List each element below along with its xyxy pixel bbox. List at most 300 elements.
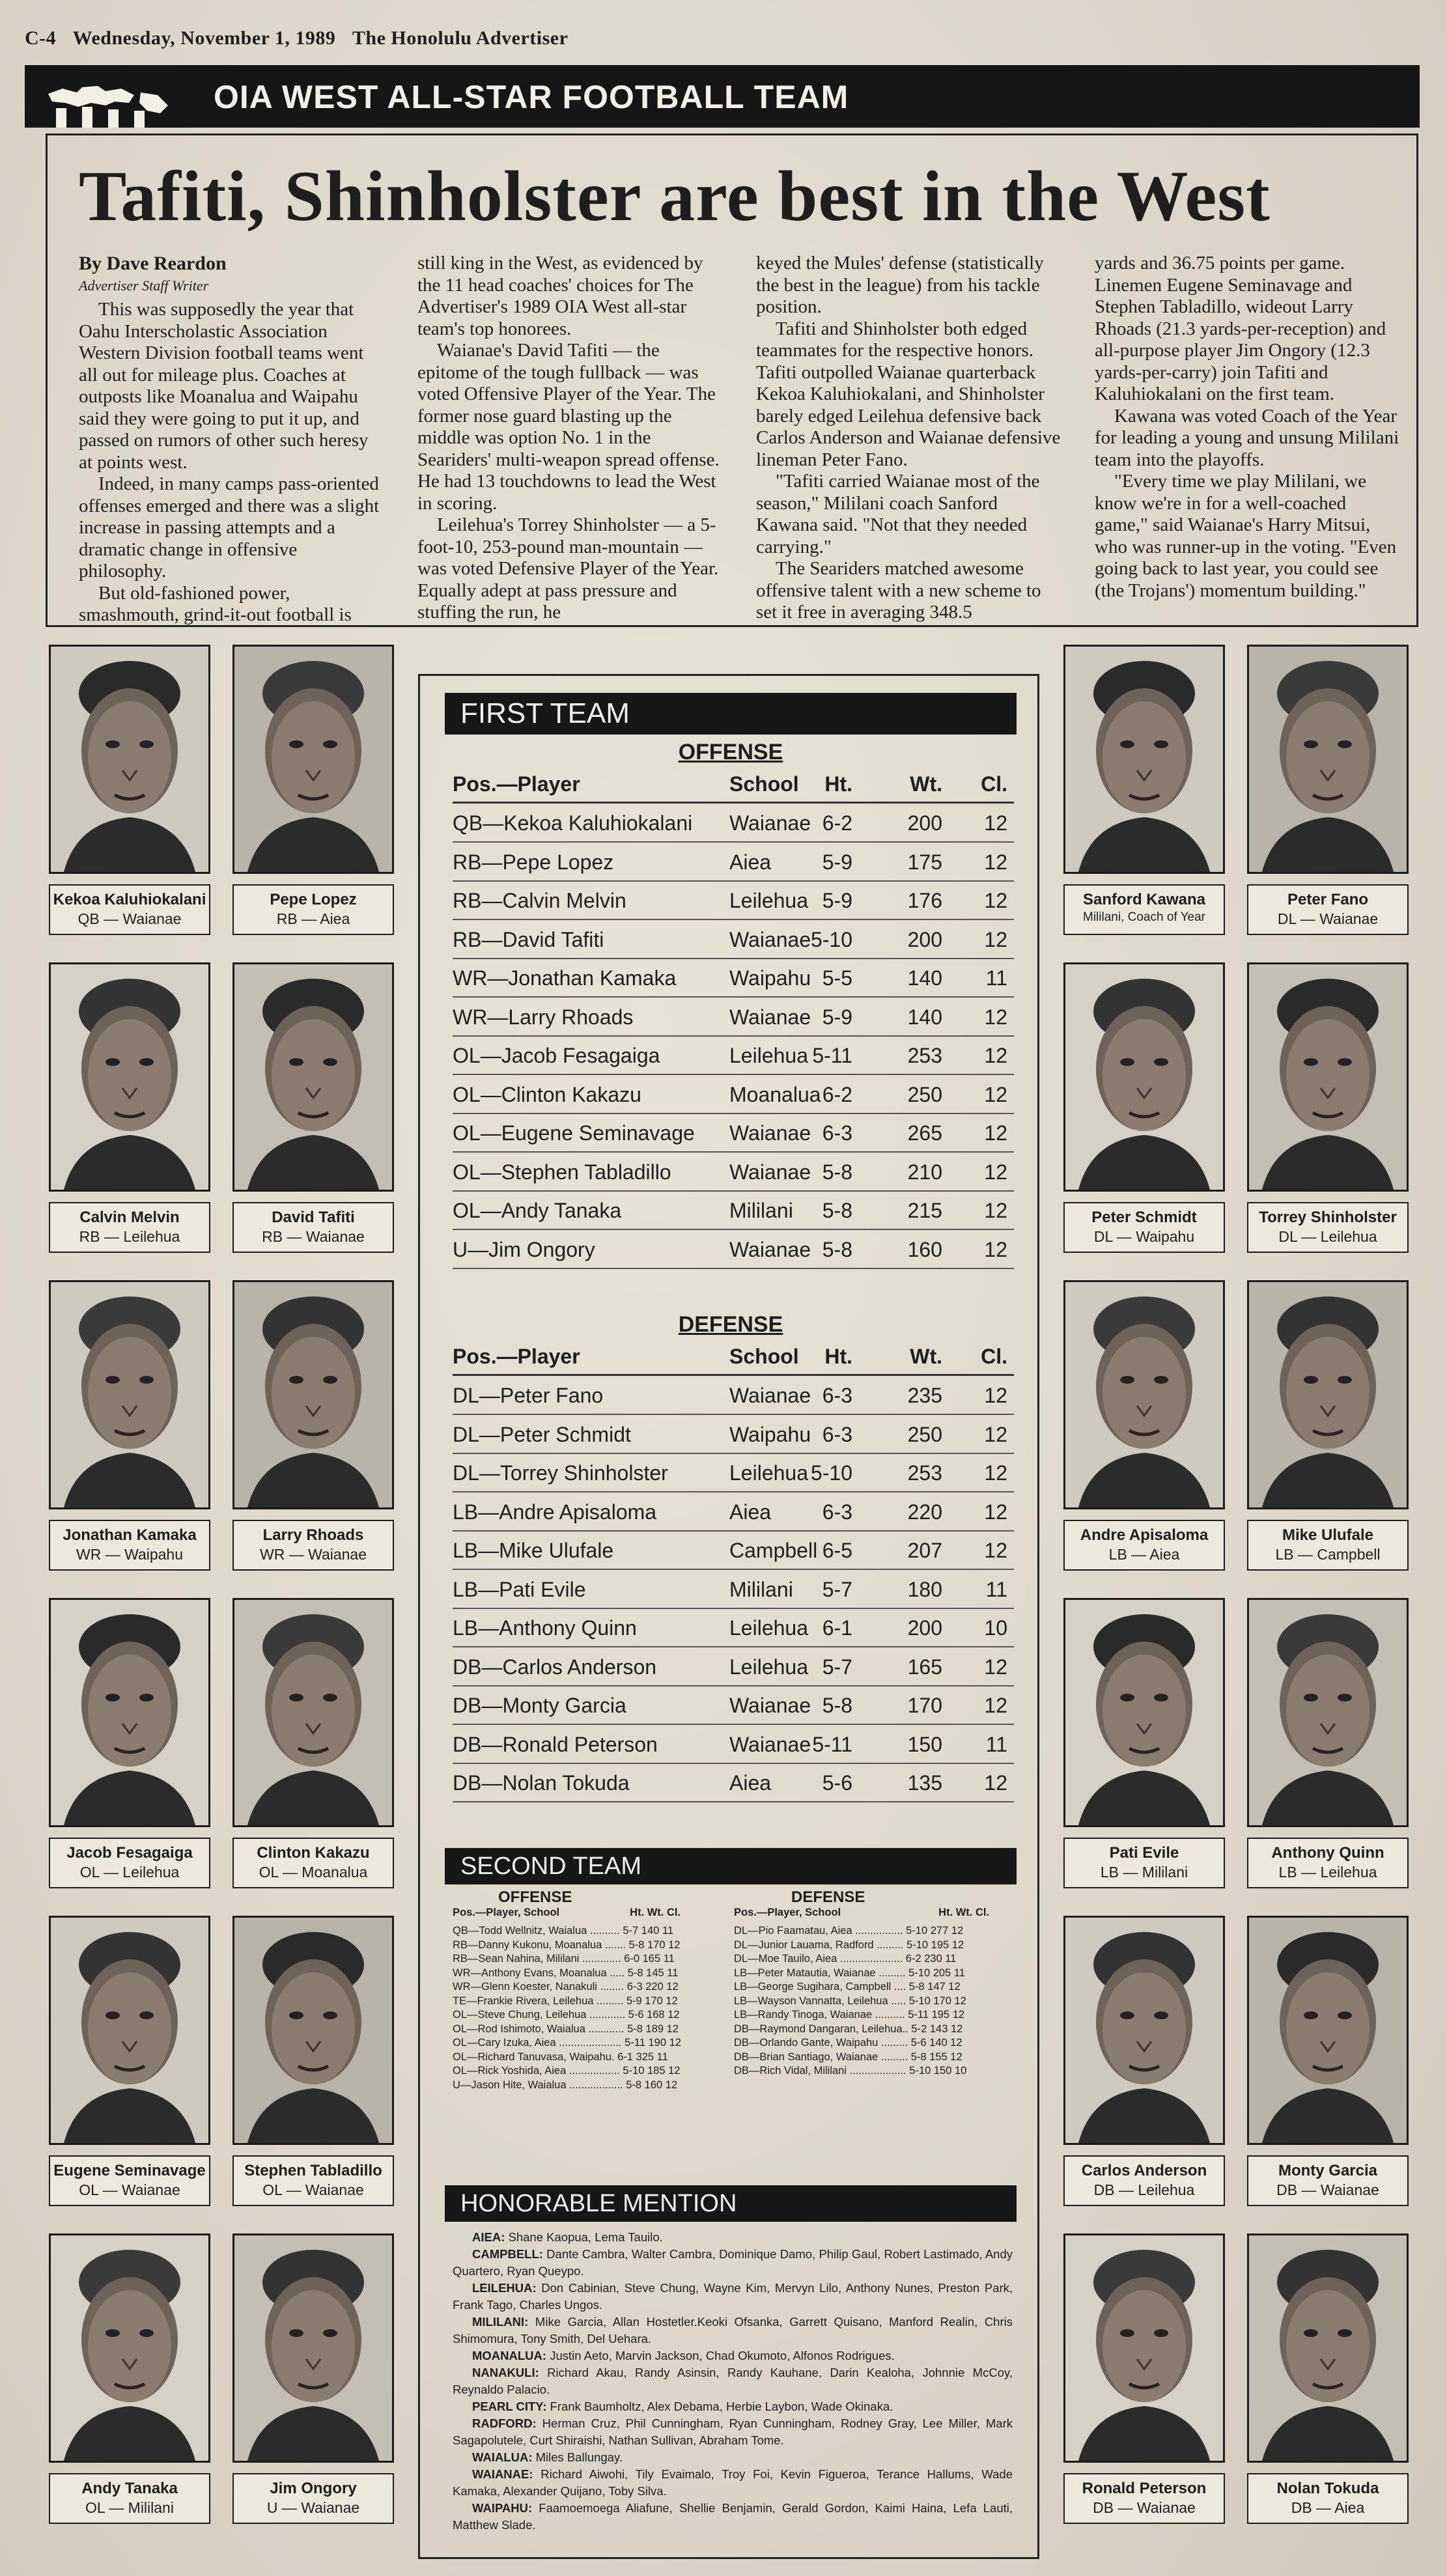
photo-caption bbox=[1247, 2473, 1409, 2524]
cell-player: LB—Anthony Quinn bbox=[453, 1616, 637, 1640]
list-item: OL—Richard Tanuvasa, Waipahu. 6-1 325 11 bbox=[453, 2051, 668, 2063]
table-row bbox=[453, 1076, 1014, 1114]
list-item: DL—Junior Lauama, Radford ......... 5-10 195 12 bbox=[734, 1939, 964, 1951]
caption-name: Jim Ongory bbox=[270, 2480, 357, 2497]
photo-caption bbox=[1063, 1520, 1225, 1571]
caption-position: OL — Waianae bbox=[262, 2181, 364, 2198]
article-column-1 bbox=[79, 253, 385, 626]
photo-caption bbox=[1063, 884, 1225, 935]
portrait-image bbox=[1249, 647, 1407, 872]
table-row bbox=[453, 1115, 1014, 1153]
caption-name: Anthony Quinn bbox=[1271, 1844, 1384, 1862]
cell-weight: 215 bbox=[907, 1199, 942, 1222]
player-names: Richard Aiwohi, Tily Evaimalo, Troy Foi, Kevin Figueroa, Terance Hallums, Wade Kamaka, Alexander Quijano, Toby Silva. bbox=[453, 2467, 1013, 2498]
player-photo bbox=[1063, 1280, 1225, 1509]
article-column-4 bbox=[1095, 253, 1401, 602]
portrait-image bbox=[51, 1600, 208, 1825]
table-row bbox=[453, 921, 1014, 959]
honorable-entry bbox=[453, 2364, 1013, 2398]
roster-box bbox=[418, 674, 1039, 2559]
player-photo bbox=[49, 962, 210, 1192]
caption-name: Clinton Kakazu bbox=[257, 1844, 370, 1862]
cell-player: RB—Pepe Lopez bbox=[453, 850, 614, 874]
portrait-image bbox=[1249, 2235, 1407, 2461]
player-photo bbox=[49, 1916, 210, 2145]
cell-class: 12 bbox=[984, 850, 1007, 874]
paper-name: The Honolulu Advertiser bbox=[352, 27, 569, 49]
cell-height: 5-7 bbox=[822, 1655, 852, 1679]
table-row bbox=[453, 1377, 1014, 1415]
cell-weight: 210 bbox=[907, 1160, 942, 1184]
caption-name: Carlos Anderson bbox=[1081, 2162, 1207, 2179]
cell-player: RB—David Tafiti bbox=[453, 927, 604, 951]
photo-caption bbox=[1247, 1838, 1409, 1888]
photo-caption bbox=[1247, 1202, 1409, 1253]
cell-school: Moanalua bbox=[729, 1082, 821, 1106]
portrait-image bbox=[1065, 1918, 1223, 2143]
list-item: LB—Wayson Vannatta, Leilehua ..... 5-10 170 12 bbox=[734, 1995, 966, 2007]
portrait-image bbox=[51, 1918, 208, 2143]
caption-position: LB — Mililani bbox=[1100, 1864, 1188, 1881]
table-row bbox=[453, 1532, 1014, 1570]
cell-height: 6-3 bbox=[822, 1500, 852, 1524]
player-names: Don Cabinian, Steve Chung, Wayne Kim, Mervyn Lilo, Anthony Nunes, Preston Park, Frank Tago, Charles Ungos. bbox=[453, 2281, 1013, 2312]
cell-height: 5-9 bbox=[822, 850, 852, 874]
paragraph: keyed the Mules' defense (statistically the best in the league) from his tackle position. bbox=[756, 253, 1044, 317]
caption-name: Kekoa Kaluhiokalani bbox=[53, 891, 206, 908]
list-item: LB—Peter Matautia, Waianae ......... 5-10 205 11 bbox=[734, 1967, 965, 1979]
caption-name: Pati Evile bbox=[1109, 1844, 1179, 1862]
table-row bbox=[453, 1037, 1014, 1075]
cell-weight: 250 bbox=[907, 1422, 942, 1446]
caption-position: QB — Waianae bbox=[77, 910, 182, 927]
table-row bbox=[453, 1154, 1014, 1192]
photo-caption bbox=[1247, 2155, 1409, 2206]
cell-height: 6-2 bbox=[822, 1082, 852, 1106]
cell-school: Waianae bbox=[729, 1384, 811, 1407]
table-row bbox=[453, 1649, 1014, 1687]
caption-name: Nolan Tokuda bbox=[1276, 2480, 1379, 2497]
player-photo bbox=[49, 645, 210, 874]
cell-class: 12 bbox=[984, 1044, 1007, 1067]
cell-class: 12 bbox=[984, 1199, 1007, 1222]
portrait-image bbox=[1065, 2235, 1223, 2461]
cell-weight: 160 bbox=[907, 1237, 942, 1261]
caption-name: Calvin Melvin bbox=[79, 1209, 180, 1226]
player-photo bbox=[1247, 645, 1409, 874]
hdr-player: Pos.—Player, School bbox=[734, 1907, 841, 1918]
cell-height: 5-10 bbox=[810, 927, 852, 951]
player-photo bbox=[1247, 1598, 1409, 1827]
second-team bbox=[453, 1888, 1013, 2188]
school-name: AIEA: bbox=[472, 2230, 505, 2244]
caption-position: RB — Leilehua bbox=[79, 1228, 180, 1245]
second-offense-header bbox=[453, 1907, 681, 1919]
portrait-image bbox=[1249, 1918, 1407, 2143]
headline: Tafiti, Shinholster are best in the West bbox=[79, 156, 1271, 236]
col-cl: Cl. bbox=[981, 1345, 1007, 1368]
article-body bbox=[79, 253, 1401, 625]
cell-height: 6-1 bbox=[822, 1616, 852, 1640]
cell-player: DB—Ronald Peterson bbox=[453, 1732, 658, 1756]
col-cl: Cl. bbox=[981, 772, 1007, 796]
col-wt: Wt. bbox=[910, 772, 942, 796]
cell-school: Leilehua bbox=[729, 889, 808, 912]
col-player: Pos.—Player bbox=[453, 772, 580, 796]
cell-school: Mililani bbox=[729, 1577, 793, 1601]
cell-class: 12 bbox=[984, 1082, 1007, 1106]
list-item: OL—Rod Ishimoto, Waialua ............ 5-8 189 12 bbox=[453, 2023, 679, 2035]
list-item: TE—Frankie Rivera, Leilehua ......... 5-9 170 12 bbox=[453, 1995, 678, 2007]
cell-school: Waianae bbox=[729, 927, 811, 951]
cell-class: 12 bbox=[984, 811, 1007, 835]
cell-weight: 200 bbox=[907, 927, 942, 951]
player-photo bbox=[1247, 962, 1409, 1192]
cell-weight: 140 bbox=[907, 966, 942, 990]
caption-name: Peter Schmidt bbox=[1091, 1209, 1197, 1226]
player-photo bbox=[1063, 2233, 1225, 2463]
cell-player: OL—Stephen Tabladillo bbox=[453, 1160, 671, 1184]
banner-title: OIA WEST ALL-STAR FOOTBALL TEAM bbox=[214, 79, 849, 115]
school-name: RADFORD: bbox=[472, 2416, 537, 2430]
caption-name: Jacob Fesagaiga bbox=[66, 1844, 193, 1862]
caption-position: OL — Moanalua bbox=[259, 1864, 368, 1881]
cell-player: LB—Mike Ulufale bbox=[453, 1539, 614, 1562]
caption-position: WR — Waianae bbox=[259, 1546, 367, 1563]
player-photo bbox=[232, 1916, 394, 2145]
caption-name: Jonathan Kamaka bbox=[63, 1526, 197, 1544]
cell-weight: 150 bbox=[907, 1732, 942, 1756]
cell-school: Leilehua bbox=[729, 1461, 808, 1485]
caption-position: DB — Aiea bbox=[1291, 2499, 1365, 2516]
cell-player: QB—Kekoa Kaluhiokalani bbox=[453, 811, 693, 835]
cell-height: 5-9 bbox=[822, 889, 852, 912]
portrait-image bbox=[1065, 964, 1223, 1190]
cell-weight: 170 bbox=[907, 1694, 942, 1717]
list-item: OL—Steve Chung, Leilehua ............ 5-6 168 12 bbox=[453, 2009, 680, 2021]
cell-school: Aiea bbox=[729, 1500, 772, 1524]
second-offense-label: OFFENSE bbox=[498, 1888, 572, 1906]
cell-height: 5-8 bbox=[822, 1694, 852, 1717]
caption-name: Larry Rhoads bbox=[262, 1526, 364, 1544]
school-name: NANAKULI: bbox=[472, 2366, 539, 2379]
table-row bbox=[453, 1687, 1014, 1725]
honorable-header: HONORABLE MENTION bbox=[445, 2185, 1017, 2222]
byline: By Dave Reardon bbox=[79, 253, 227, 274]
cell-school: Waianae bbox=[729, 1694, 811, 1717]
paragraph: "Every time we play Mililani, we know we're in for a well-coached game," said Waianae's Harry Mitsui, who was runner-up in the voting. "Even going back to last year, you could see (the Trojans') momentum building." bbox=[1095, 471, 1397, 601]
cell-weight: 235 bbox=[907, 1384, 942, 1407]
byline-role: Advertiser Staff Writer bbox=[79, 277, 209, 294]
portrait-image bbox=[234, 964, 392, 1190]
list-item: DB—Orlando Gante, Waipahu ......... 5-6 140 12 bbox=[734, 2037, 962, 2049]
caption-name: Sanford Kawana bbox=[1082, 891, 1206, 908]
cell-weight: 135 bbox=[907, 1771, 942, 1795]
cell-player: WR—Jonathan Kamaka bbox=[453, 966, 677, 990]
photo-caption bbox=[232, 2473, 394, 2524]
photo-caption bbox=[1063, 1838, 1225, 1888]
cell-school: Mililani bbox=[729, 1199, 793, 1222]
player-names: Frank Baumholtz, Alex Debama, Herbie Laybon, Wade Okinaka. bbox=[546, 2400, 893, 2413]
cell-class: 12 bbox=[984, 1237, 1007, 1261]
cell-school: Waianae bbox=[729, 1160, 811, 1184]
honorable-mention-list bbox=[453, 2229, 1013, 2534]
player-photo bbox=[49, 1598, 210, 1827]
photo-caption bbox=[1063, 2473, 1225, 2524]
honorable-entry bbox=[453, 2314, 1013, 2347]
cell-class: 12 bbox=[984, 1121, 1007, 1145]
paragraph: The Seariders matched awesome offensive talent with a new scheme to set it free in averaging 348.5 bbox=[756, 558, 1041, 623]
cell-class: 11 bbox=[985, 1732, 1007, 1756]
honorable-entry bbox=[453, 2347, 1013, 2364]
cell-school: Waipahu bbox=[729, 1422, 811, 1446]
table-row bbox=[453, 1231, 1014, 1269]
list-item: LB—Randy Tinoga, Waianae .......... 5-11 195 12 bbox=[734, 2009, 965, 2021]
cell-class: 10 bbox=[984, 1616, 1007, 1640]
school-name: MOANALUA: bbox=[472, 2349, 547, 2362]
caption-position: RB — Waianae bbox=[262, 1228, 365, 1245]
cell-height: 5-9 bbox=[822, 1005, 852, 1029]
article-column-2 bbox=[417, 253, 724, 624]
cell-weight: 265 bbox=[907, 1121, 942, 1145]
list-item: DL—Moe Tauilo, Aiea ..................... 6-2 230 11 bbox=[734, 1953, 957, 1965]
photo-caption bbox=[49, 1202, 210, 1253]
list-item: WR—Glenn Koester, Nanakuli ........ 6-3 220 12 bbox=[453, 1981, 679, 1993]
cell-weight: 180 bbox=[907, 1577, 942, 1601]
school-name: MILILANI: bbox=[472, 2315, 529, 2329]
paragraph: Tafiti and Shinholster both edged teammates for the respective honors. Tafiti outpolled Waianae quarterback Kekoa Kaluhiokalani, and Shinholster barely edged Leilehua defensive back Carlos Anderson and Waianae defensive lineman Peter Fano. bbox=[756, 318, 1061, 470]
caption-name: Ronald Peterson bbox=[1082, 2480, 1207, 2497]
table-row bbox=[453, 1726, 1014, 1764]
school-name: PEARL CITY: bbox=[472, 2400, 547, 2413]
caption-name: Andre Apisaloma bbox=[1080, 1526, 1209, 1544]
player-photo bbox=[49, 1280, 210, 1509]
portrait-image bbox=[51, 964, 208, 1190]
caption-position: OL — Leilehua bbox=[79, 1864, 180, 1881]
cell-weight: 176 bbox=[907, 889, 942, 912]
player-photo bbox=[232, 962, 394, 1192]
portrait-image bbox=[1065, 647, 1223, 872]
cell-class: 12 bbox=[984, 1461, 1007, 1485]
portrait-image bbox=[1249, 1600, 1407, 1825]
table-row bbox=[453, 1192, 1014, 1230]
paragraph: But old-fashioned power, smashmouth, grind-it-out football is bbox=[79, 582, 352, 625]
honorable-entry bbox=[453, 2500, 1013, 2534]
list-item: WR—Anthony Evans, Moanalua ..... 5-8 145 11 bbox=[453, 1967, 679, 1979]
table-row bbox=[453, 844, 1014, 882]
caption-position: DL — Waipahu bbox=[1093, 1228, 1195, 1245]
list-item: LB—George Sugihara, Campbell .... 5-8 147 12 bbox=[734, 1981, 961, 1993]
cell-weight: 207 bbox=[907, 1539, 942, 1562]
cell-player: WR—Larry Rhoads bbox=[453, 1005, 634, 1029]
page-folio bbox=[25, 27, 580, 49]
cell-player: DL—Peter Schmidt bbox=[453, 1422, 631, 1446]
photo-caption bbox=[1247, 884, 1409, 935]
cell-school: Leilehua bbox=[729, 1616, 808, 1640]
player-photo bbox=[1063, 962, 1225, 1192]
cell-class: 11 bbox=[985, 966, 1007, 990]
cell-class: 12 bbox=[984, 1694, 1007, 1717]
honorable-entry bbox=[453, 2449, 1013, 2466]
cell-weight: 220 bbox=[907, 1500, 942, 1524]
cell-player: RB—Calvin Melvin bbox=[453, 889, 626, 912]
photo-caption bbox=[49, 1520, 210, 1571]
cell-height: 5-8 bbox=[822, 1199, 852, 1222]
portrait-image bbox=[51, 647, 208, 872]
paragraph: "Tafiti carried Waianae most of the season," Mililani coach Sanford Kawana said. "Not that they needed carrying." bbox=[756, 471, 1040, 557]
portrait-image bbox=[1065, 1600, 1223, 1825]
photo-caption bbox=[232, 2155, 394, 2206]
caption-name: David Tafiti bbox=[272, 1209, 355, 1226]
photo-caption bbox=[1247, 1520, 1409, 1571]
caption-position: OL — Waianae bbox=[79, 2181, 180, 2198]
photo-caption bbox=[49, 2155, 210, 2206]
cell-player: DB—Monty Garcia bbox=[453, 1694, 626, 1717]
cell-height: 5-6 bbox=[822, 1771, 852, 1795]
caption-position: RB — Aiea bbox=[276, 910, 350, 927]
cell-player: DL—Peter Fano bbox=[453, 1384, 604, 1407]
player-photo bbox=[1247, 1280, 1409, 1509]
paragraph: yards and 36.75 points per game. Linemen Eugene Seminavage and Stephen Tabladillo, wideout Larry Rhoads (21.3 yards-per-reception) and all-purpose player Jim Ongory (12.3 yards-per-carry) join Tafiti and Kaluhiokalani on the first team. bbox=[1095, 253, 1386, 404]
photo-caption bbox=[232, 1520, 394, 1571]
table-header bbox=[453, 1338, 1014, 1376]
cell-school: Waipahu bbox=[729, 966, 811, 990]
portrait-image bbox=[234, 1918, 392, 2143]
school-name: WAIPAHU: bbox=[472, 2501, 533, 2515]
page-date: Wednesday, November 1, 1989 bbox=[72, 27, 336, 49]
caption-name: Torrey Shinholster bbox=[1259, 1209, 1397, 1226]
player-names: Mike Garcia, Allan Hostetler.Keoki Ofsanka, Garrett Quisano, Manford Realin, Chris Shimomura, Tony Smith, Del Uehara. bbox=[453, 2315, 1013, 2345]
honorable-entry bbox=[453, 2246, 1013, 2280]
caption-position: LB — Aiea bbox=[1108, 1546, 1180, 1563]
caption-name: Mike Ulufale bbox=[1282, 1526, 1374, 1544]
cell-school: Waianae bbox=[729, 811, 811, 835]
photo-caption bbox=[49, 2473, 210, 2524]
cell-class: 12 bbox=[984, 889, 1007, 912]
honorable-entry bbox=[453, 2280, 1013, 2314]
caption-name: Andy Tanaka bbox=[81, 2480, 178, 2497]
cell-school: Waianae bbox=[729, 1237, 811, 1261]
caption-name: Pepe Lopez bbox=[270, 891, 357, 908]
caption-position: LB — Campbell bbox=[1275, 1546, 1381, 1563]
caption-position: OL — Mililani bbox=[85, 2499, 174, 2516]
paragraph: still king in the West, as evidenced by the 11 head coaches' choices for The Advertiser's 1989 OIA West all-star team's top honorees. bbox=[417, 253, 703, 339]
cell-school: Aiea bbox=[729, 850, 772, 874]
honorable-entry bbox=[453, 2466, 1013, 2500]
table-row bbox=[453, 1455, 1014, 1492]
cell-school: Leilehua bbox=[729, 1044, 808, 1067]
honorable-entry bbox=[453, 2229, 1013, 2246]
cell-class: 12 bbox=[984, 927, 1007, 951]
list-item: RB—Sean Nahina, Mililani ............. 6-0 165 11 bbox=[453, 1953, 675, 1965]
cell-class: 12 bbox=[984, 1005, 1007, 1029]
cell-height: 6-3 bbox=[822, 1384, 852, 1407]
player-names: Justin Aeto, Marvin Jackson, Chad Okumoto, Alfonos Rodrigues. bbox=[546, 2349, 895, 2362]
player-names: Miles Ballungay. bbox=[532, 2450, 623, 2464]
player-names: Richard Akau, Randy Asinsin, Randy Kauhane, Darin Kealoha, Johnnie McCoy, Reynaldo Palacio. bbox=[453, 2366, 1013, 2396]
photo-caption bbox=[49, 884, 210, 935]
defense-subhead: DEFENSE bbox=[678, 1312, 783, 1337]
cell-player: DB—Carlos Anderson bbox=[453, 1655, 657, 1679]
article bbox=[46, 133, 1418, 627]
portrait-image bbox=[1249, 1282, 1407, 1507]
player-photo bbox=[1063, 1916, 1225, 2145]
list-item: OL—Cary Izuka, Aiea ..................... 5-11 190 12 bbox=[453, 2037, 681, 2049]
caption-position: DB — Waianae bbox=[1276, 2181, 1379, 2198]
caption-position: DL — Waianae bbox=[1277, 910, 1379, 927]
cell-weight: 250 bbox=[907, 1082, 942, 1106]
portrait-image bbox=[234, 2235, 392, 2461]
cell-player: LB—Andre Apisaloma bbox=[453, 1500, 657, 1524]
hawaii-islands-icon bbox=[43, 69, 180, 132]
list-item: DB—Rich Vidal, Mililani ................... 5-10 150 10 bbox=[734, 2065, 967, 2077]
portrait-image bbox=[1065, 1282, 1223, 1507]
cell-player: DB—Nolan Tokuda bbox=[453, 1771, 630, 1795]
cell-school: Aiea bbox=[729, 1771, 772, 1795]
cell-weight: 253 bbox=[907, 1044, 942, 1067]
portrait-image bbox=[51, 1282, 208, 1507]
cell-class: 12 bbox=[984, 1422, 1007, 1446]
caption-name: Eugene Seminavage bbox=[53, 2162, 206, 2179]
cell-school: Campbell bbox=[729, 1539, 818, 1562]
cell-school: Waianae bbox=[729, 1005, 811, 1029]
cell-class: 11 bbox=[985, 1577, 1007, 1601]
portrait-image bbox=[234, 1600, 392, 1825]
caption-name: Peter Fano bbox=[1287, 891, 1369, 908]
cell-class: 12 bbox=[984, 1771, 1007, 1795]
photo-caption bbox=[232, 1202, 394, 1253]
cell-weight: 175 bbox=[907, 850, 942, 874]
table-row bbox=[453, 1765, 1014, 1802]
table-row bbox=[453, 1494, 1014, 1532]
photo-caption bbox=[232, 1838, 394, 1888]
cell-player: OL—Eugene Seminavage bbox=[453, 1121, 695, 1145]
cell-height: 6-2 bbox=[822, 811, 852, 835]
paragraph: Waianae's David Tafiti — the epitome of the tough fullback — was voted Offensive Player of the Year. The former nose guard blasting up the middle was option No. 1 in the Seariders' multi-weapon spread offense. He had 13 touchdowns to lead the West in scoring. bbox=[417, 340, 720, 514]
col-ht: Ht. bbox=[824, 772, 852, 796]
list-item: RB—Danny Kukonu, Moanalua ....... 5-8 170 12 bbox=[453, 1939, 681, 1951]
caption-position: LB — Leilehua bbox=[1278, 1864, 1377, 1881]
table-row bbox=[453, 882, 1014, 920]
list-item: OL—Rick Yoshida, Aiea ................. 5-10 185 12 bbox=[453, 2065, 681, 2077]
cell-weight: 200 bbox=[907, 1616, 942, 1640]
table-row bbox=[453, 960, 1014, 998]
photo-caption bbox=[49, 1838, 210, 1888]
second-defense-label: DEFENSE bbox=[791, 1888, 865, 1906]
cell-class: 12 bbox=[984, 1160, 1007, 1184]
player-names: Dante Cambra, Walter Cambra, Dominique Damo, Philip Gaul, Robert Lastimado, Andy Quartero, Ryan Queypo. bbox=[453, 2247, 1013, 2278]
caption-name: Monty Garcia bbox=[1278, 2162, 1378, 2179]
portrait-image bbox=[234, 1282, 392, 1507]
cell-class: 12 bbox=[984, 1500, 1007, 1524]
cell-school: Waianae bbox=[729, 1121, 811, 1145]
col-player: Pos.—Player bbox=[453, 1345, 580, 1368]
table-row bbox=[453, 805, 1014, 843]
honorable-entry bbox=[453, 2398, 1013, 2415]
hdr-stats: Ht. Wt. Cl. bbox=[938, 1907, 990, 1918]
photo-caption bbox=[232, 884, 394, 935]
cell-player: OL—Andy Tanaka bbox=[453, 1199, 622, 1222]
second-defense-header bbox=[734, 1907, 989, 1919]
photo-caption bbox=[1063, 2155, 1225, 2206]
table-header bbox=[453, 766, 1014, 804]
player-photo bbox=[232, 2233, 394, 2463]
cell-class: 12 bbox=[984, 1384, 1007, 1407]
list-item: DB—Brian Santiago, Waianae ......... 5-8 155 12 bbox=[734, 2051, 962, 2063]
player-photo bbox=[232, 1280, 394, 1509]
paragraph: Kawana was voted Coach of the Year for leading a young and unsung Mililani team into the playoffs. bbox=[1095, 405, 1399, 470]
cell-height: 6-3 bbox=[822, 1422, 852, 1446]
